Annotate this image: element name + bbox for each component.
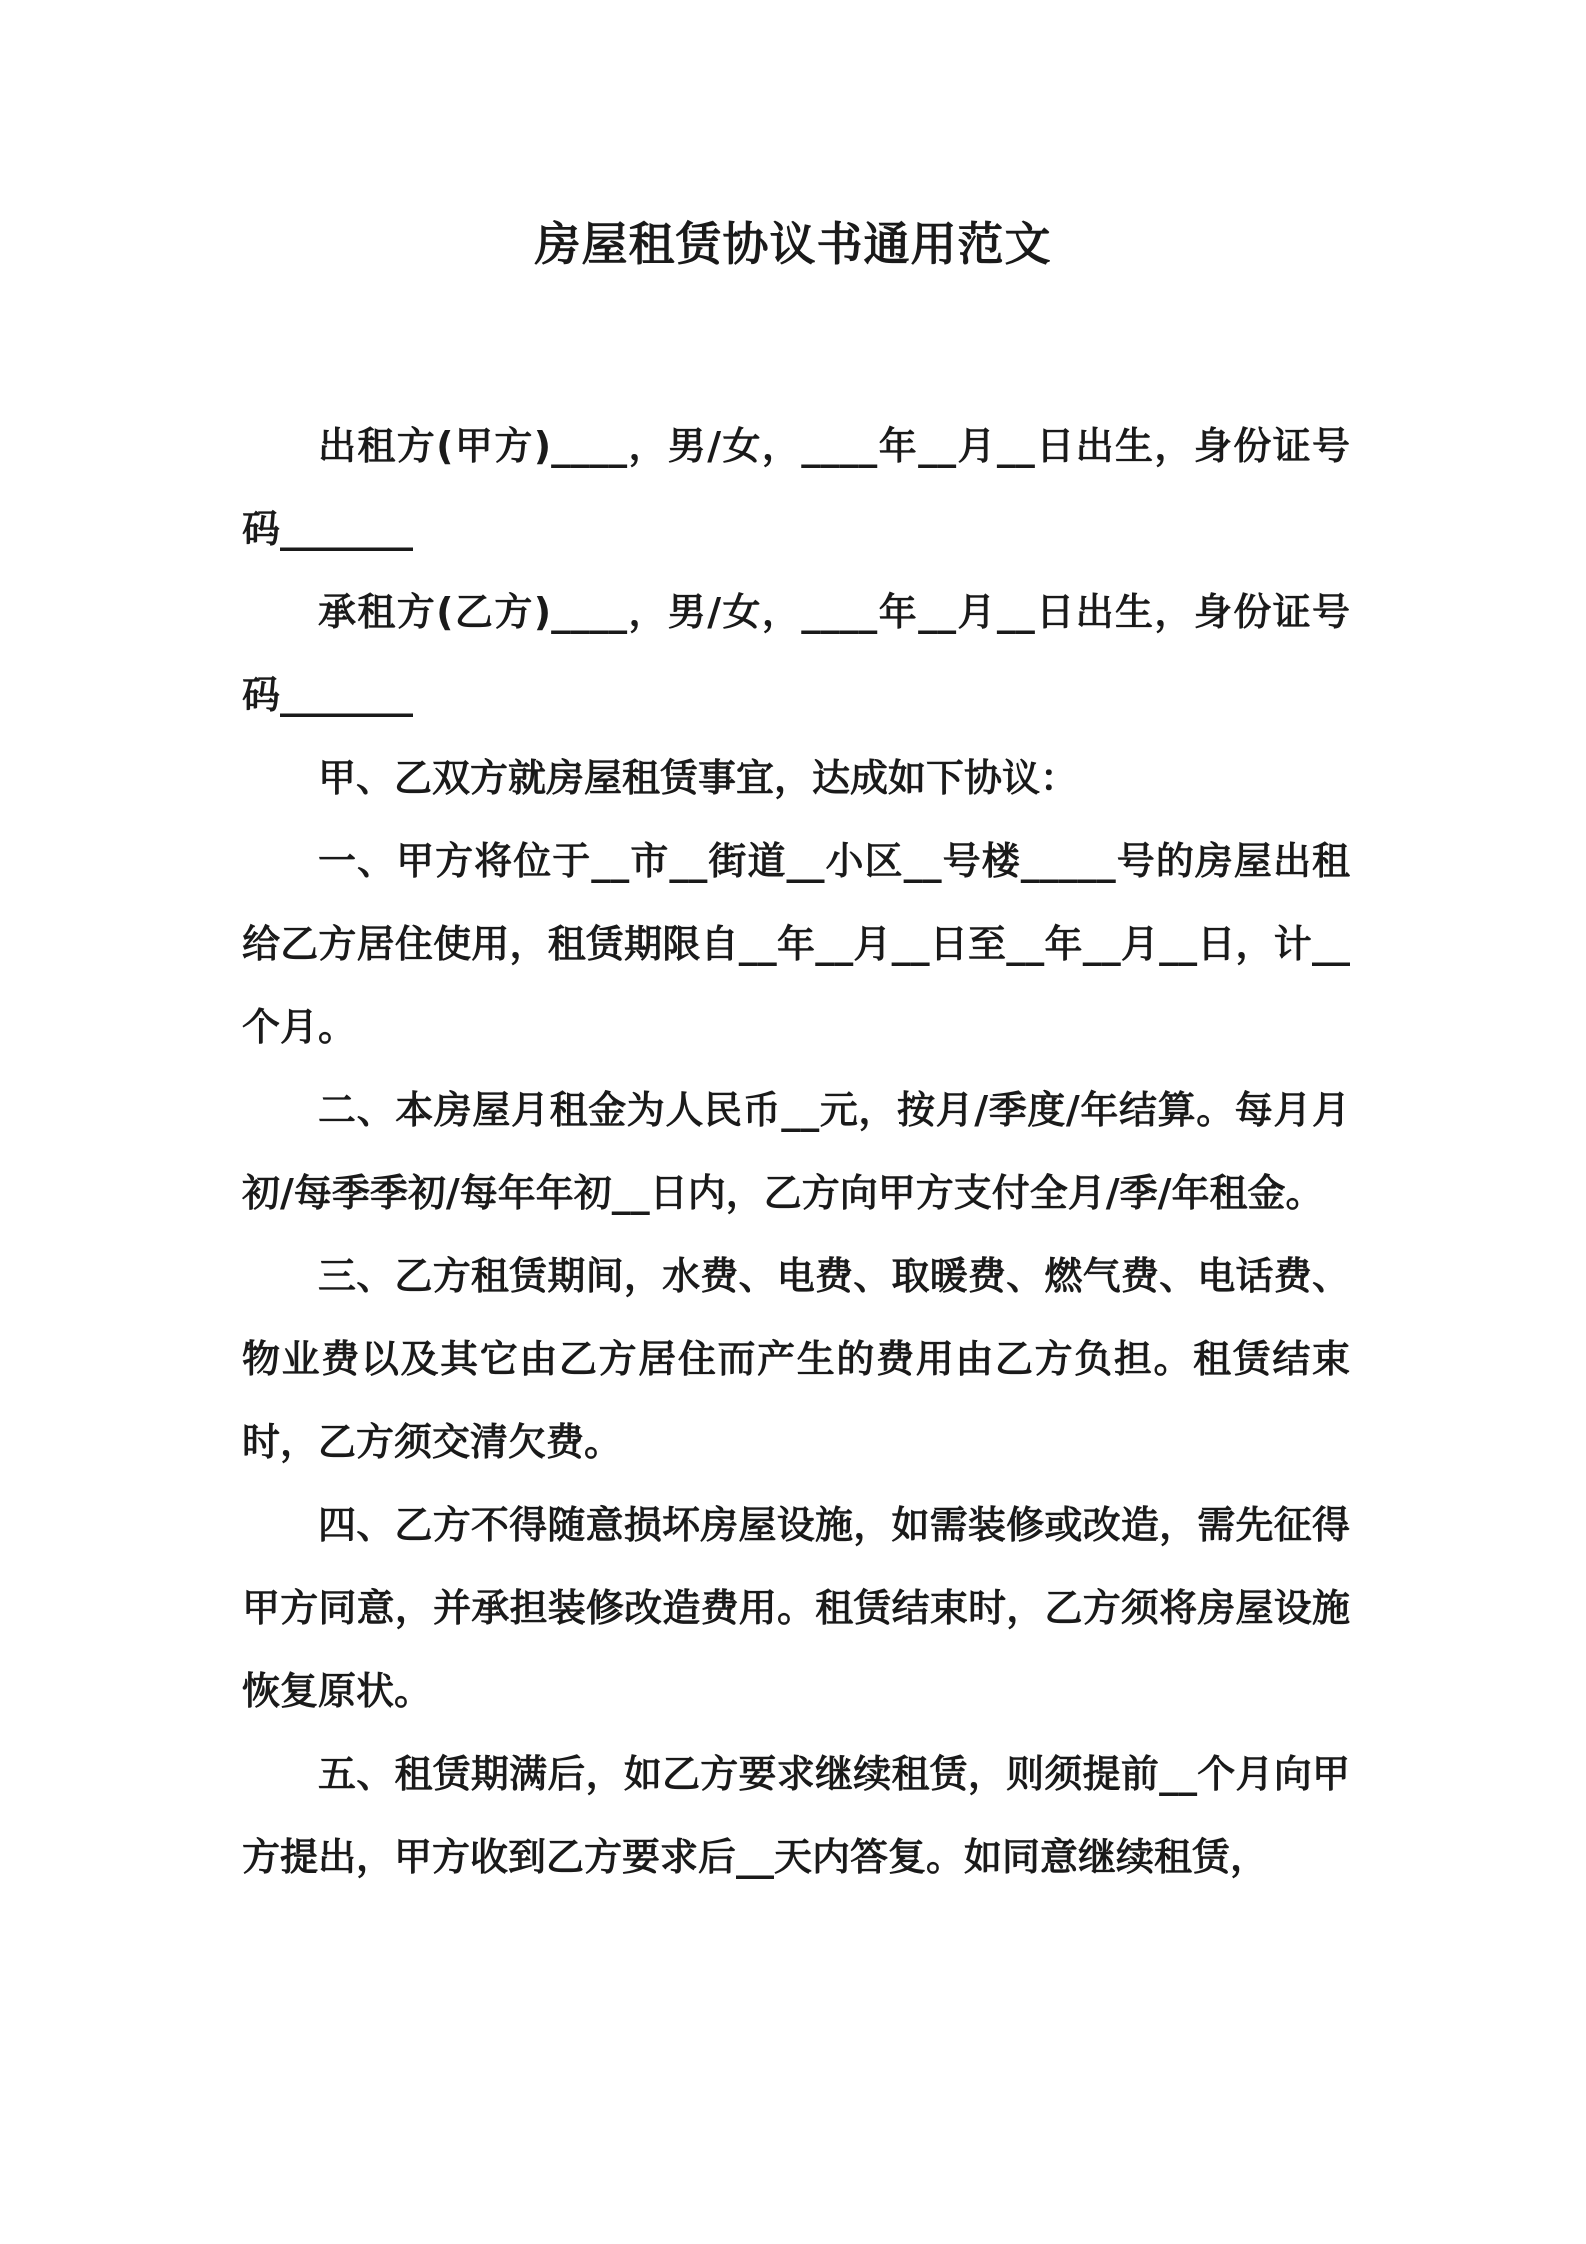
paragraph-clause-1: 一、甲方将位于__市__街道__小区__号楼_____号的房屋出租给乙方居住使用，租赁期限自__年__月__日至__年__月__日，计__个月。: [242, 839, 1350, 1049]
paragraph-lessee: 承租方(乙方)____，男/女，____年__月__日出生，身份证号码_______: [242, 590, 1350, 717]
document-body: [242, 405, 1350, 1899]
document-title: 房屋租赁协议书通用范文: [534, 217, 1052, 271]
paragraph-clause-5: 五、租赁期满后，如乙方要求继续租赁，则须提前__个月向甲方提出，甲方收到乙方要求后__天内答复。如同意继续租赁，: [242, 1752, 1350, 1879]
paragraph-clause-2: 二、本房屋月租金为人民币__元，按月/季度/年结算。每月月初/每季季初/每年年初__日内，乙方向甲方支付全月/季/年租金。: [242, 1088, 1350, 1215]
paragraph-clause-4: 四、乙方不得随意损坏房屋设施，如需装修或改造，需先征得甲方同意，并承担装修改造费用。租赁结束时，乙方须将房屋设施恢复原状。: [242, 1503, 1350, 1713]
paragraph-lessor: 出租方(甲方)____，男/女，____年__月__日出生，身份证号码_______: [242, 424, 1350, 551]
paragraph-agreement-intro: 甲、乙双方就房屋租赁事宜，达成如下协议：: [318, 756, 1079, 800]
paragraph-clause-3: 三、乙方租赁期间，水费、电费、取暖费、燃气费、电话费、物业费以及其它由乙方居住而产生的费用由乙方负担。租赁结束时，乙方须交清欠费。: [242, 1254, 1350, 1464]
